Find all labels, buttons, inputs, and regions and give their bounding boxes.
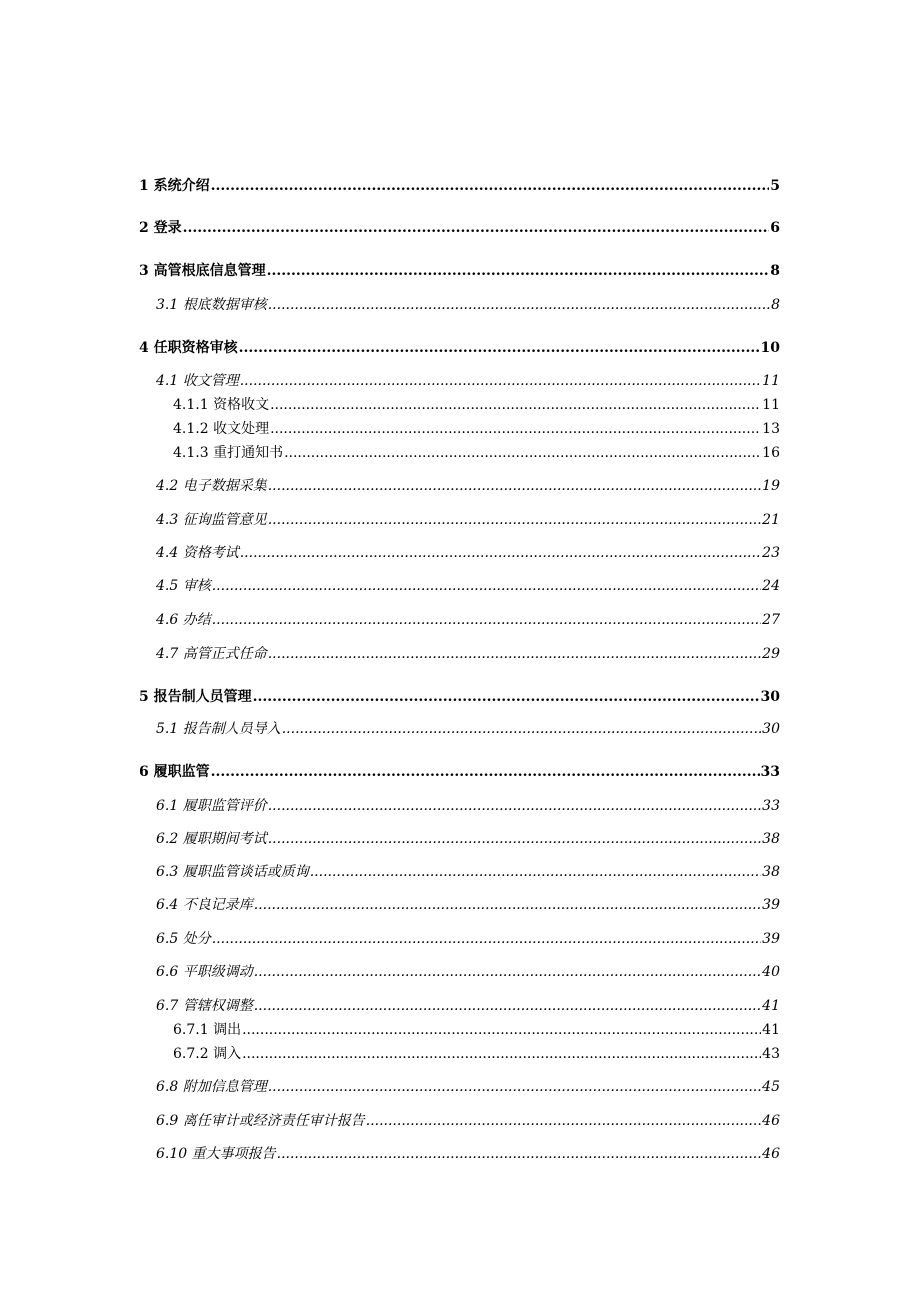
toc-entry-label: 3 高管根底信息管理 (139, 263, 266, 279)
dot-leader (211, 763, 760, 781)
toc-entry-label: 4.2 电子数据采集 (156, 478, 267, 494)
toc-entry-page-number: 24 (762, 578, 780, 594)
dot-leader (212, 577, 761, 595)
toc-entry-label: 6 履职监管 (139, 764, 210, 780)
toc-entry-label: 6.7.1 调出 (173, 1022, 242, 1038)
toc-entry-label: 6.5 处分 (156, 931, 211, 947)
toc-entry-label: 6.7.2 调入 (173, 1046, 242, 1062)
toc-entry[interactable] (156, 477, 780, 495)
toc-entry-page-number: 11 (762, 373, 780, 389)
toc-entry-page-number: 8 (771, 297, 780, 313)
dot-leader (254, 896, 761, 914)
toc-entry[interactable] (139, 763, 780, 781)
toc-entry[interactable] (139, 219, 780, 237)
toc-entry-page-number: 6 (770, 220, 780, 236)
toc-entry-label: 4.1.1 资格收文 (173, 397, 270, 413)
dot-leader (268, 645, 761, 663)
toc-entry[interactable] (173, 420, 780, 438)
toc-entry[interactable] (173, 444, 780, 462)
dot-leader (268, 511, 761, 529)
toc-entry-label: 4.1 收文管理 (156, 373, 239, 389)
dot-leader (268, 296, 770, 314)
toc-entry[interactable] (156, 997, 780, 1015)
toc-entry[interactable] (156, 830, 780, 848)
toc-entry-page-number: 5 (770, 178, 780, 194)
toc-entry-page-number: 46 (762, 1146, 780, 1162)
toc-entry-label: 6.1 履职监管评价 (156, 798, 267, 814)
toc-entry-page-number: 19 (762, 478, 780, 494)
toc-entry-page-number: 41 (762, 1022, 780, 1038)
toc-entry-page-number: 30 (760, 689, 780, 705)
dot-leader (211, 177, 770, 195)
toc-entry-page-number: 13 (762, 421, 780, 437)
toc-entry[interactable] (139, 339, 780, 357)
toc-entry-page-number: 38 (762, 831, 780, 847)
dot-leader (212, 930, 761, 948)
toc-entry[interactable] (156, 611, 780, 629)
toc-entry-label: 2 登录 (139, 220, 182, 236)
dot-leader (268, 797, 761, 815)
toc-entry-page-number: 41 (762, 998, 780, 1014)
toc-entry[interactable] (139, 262, 780, 280)
toc-entry-label: 4.1.3 重打通知书 (173, 445, 284, 461)
toc-entry[interactable] (156, 511, 780, 529)
dot-leader (310, 863, 761, 881)
toc-entry-page-number: 30 (762, 721, 780, 737)
dot-leader (268, 830, 761, 848)
dot-leader (183, 219, 770, 237)
toc-entry-page-number: 27 (762, 612, 780, 628)
toc-entry[interactable] (173, 396, 780, 414)
dot-leader (270, 396, 761, 414)
toc-entry-label: 5 报告制人员管理 (139, 689, 252, 705)
dot-leader (253, 688, 760, 706)
dot-leader (240, 544, 761, 562)
toc-entry-label: 6.9 离任审计或经济责任审计报告 (156, 1113, 365, 1129)
dot-leader (254, 997, 761, 1015)
toc-entry[interactable] (173, 1021, 780, 1039)
dot-leader (254, 963, 761, 981)
dot-leader (366, 1112, 761, 1130)
toc-entry[interactable] (156, 963, 780, 981)
toc-entry-page-number: 29 (762, 646, 780, 662)
toc-entry[interactable] (173, 1045, 780, 1063)
dot-leader (268, 477, 761, 495)
toc-entry-label: 6.2 履职期间考试 (156, 831, 267, 847)
toc-entry-label: 1 系统介绍 (139, 178, 210, 194)
toc-entry-label: 4.6 办结 (156, 612, 211, 628)
toc-entry[interactable] (139, 177, 780, 195)
toc-entry-label: 4.4 资格考试 (156, 545, 239, 561)
dot-leader (270, 420, 761, 438)
toc-entry-page-number: 16 (762, 445, 780, 461)
dot-leader (284, 444, 761, 462)
dot-leader (277, 1145, 762, 1163)
toc-entry[interactable] (156, 544, 780, 562)
toc-entry[interactable] (156, 372, 780, 390)
dot-leader (242, 1045, 761, 1063)
dot-leader (282, 720, 761, 738)
dot-leader (239, 339, 760, 357)
dot-leader (212, 611, 761, 629)
toc-entry[interactable] (156, 645, 780, 663)
toc-entry[interactable] (156, 863, 780, 881)
toc-entry-page-number: 39 (762, 897, 780, 913)
toc-entry[interactable] (156, 1145, 780, 1163)
dot-leader (240, 372, 761, 390)
toc-entry[interactable] (156, 896, 780, 914)
toc-entry-page-number: 43 (762, 1046, 780, 1062)
toc-entry-page-number: 10 (760, 340, 780, 356)
toc-entry-label: 6.3 履职监管谈话或质询 (156, 864, 309, 880)
toc-entry-label: 6.4 不良记录库 (156, 897, 253, 913)
toc-entry-label: 6.7 管辖权调整 (156, 998, 253, 1014)
toc-entry-page-number: 38 (762, 864, 780, 880)
dot-leader (268, 1078, 761, 1096)
toc-entry-label: 4 任职资格审核 (139, 340, 238, 356)
toc-entry-page-number: 33 (762, 798, 780, 814)
toc-entry-page-number: 46 (762, 1113, 780, 1129)
toc-entry-page-number: 45 (762, 1079, 780, 1095)
toc-entry-label: 6.8 附加信息管理 (156, 1079, 267, 1095)
toc-entry[interactable] (139, 688, 780, 706)
toc-entry-label: 4.3 征询监管意见 (156, 512, 267, 528)
toc-entry-label: 6.6 平职级调动 (156, 964, 253, 980)
toc-entry-label: 6.10 重大事项报告 (156, 1146, 276, 1162)
toc-entry[interactable] (156, 720, 780, 738)
toc-entry[interactable] (156, 797, 780, 815)
toc-entry-label: 4.7 高管正式任命 (156, 646, 267, 662)
toc-entry[interactable] (156, 930, 780, 948)
toc-entry-label: 4.5 审核 (156, 578, 211, 594)
dot-leader (267, 262, 770, 280)
toc-entry[interactable] (156, 577, 780, 595)
toc-entry-page-number: 33 (760, 764, 780, 780)
toc-entry[interactable] (156, 296, 780, 314)
toc-entry[interactable] (156, 1112, 780, 1130)
dot-leader (242, 1021, 761, 1039)
toc-entry-page-number: 23 (762, 545, 780, 561)
toc-entry-page-number: 21 (762, 512, 780, 528)
toc-entry-page-number: 40 (762, 964, 780, 980)
toc-entry-page-number: 11 (762, 397, 780, 413)
toc-entry-label: 5.1 报告制人员导入 (156, 721, 281, 737)
toc-entry-label: 4.1.2 收文处理 (173, 421, 270, 437)
toc-entry[interactable] (156, 1078, 780, 1096)
toc-entry-page-number: 39 (762, 931, 780, 947)
toc-entry-label: 3.1 根底数据审核 (156, 297, 267, 313)
toc-entry-page-number: 8 (770, 263, 780, 279)
